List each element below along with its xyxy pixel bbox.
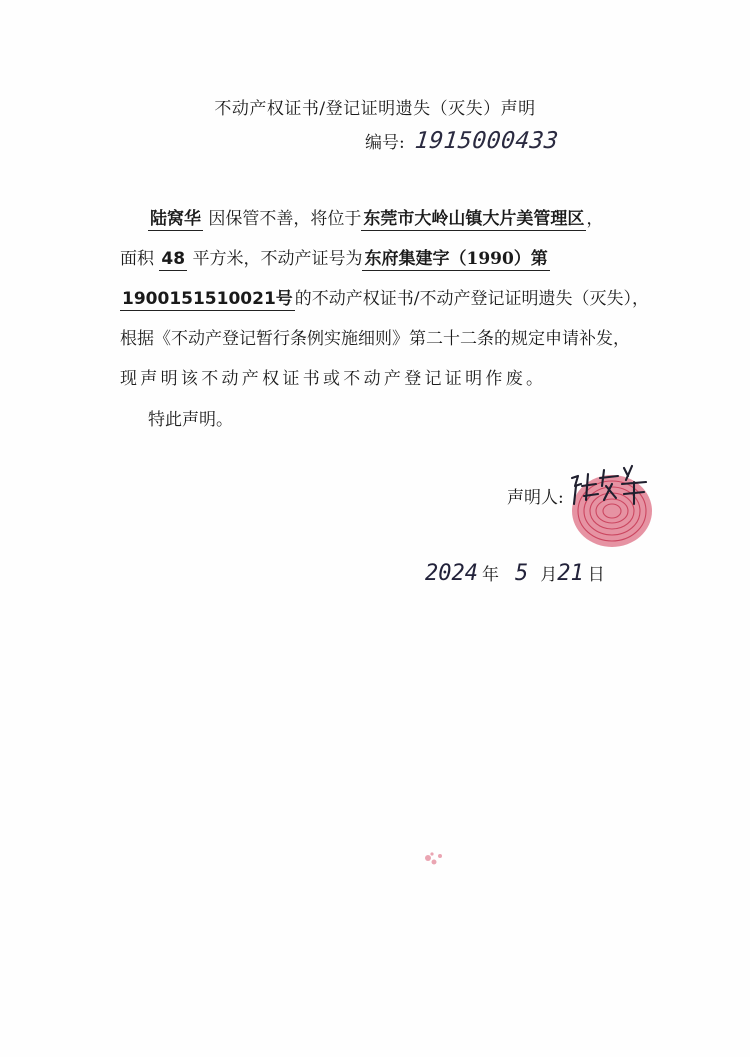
area-prefix: 面积 xyxy=(120,249,154,269)
fingerprint-signature-icon xyxy=(562,456,670,556)
serial-value: 1915000433 xyxy=(413,128,560,154)
body-line-3-text: 的不动产权证书/不动产登记证明遗失（灭失）， xyxy=(294,289,650,309)
certificate-prefix: 东府集建字（1990）第 xyxy=(364,249,548,269)
body-line-5: 现声明该不动产权证书或不动产登记证明作废。 xyxy=(120,369,547,389)
area-value: 48 xyxy=(161,249,186,269)
declaration-date xyxy=(425,560,605,586)
property-location: 东莞市大岭山镇大片美管理区 xyxy=(363,209,585,229)
date-month: 5 xyxy=(514,561,529,586)
document-title: 不动产权证书/登记证明遗失（灭失）声明 xyxy=(214,99,536,119)
certificate-number: 1900151510021号 xyxy=(122,289,293,309)
red-ink-smudge-icon xyxy=(420,848,450,872)
body-line-6: 特此声明。 xyxy=(148,410,233,430)
body-line-2 xyxy=(120,248,640,271)
serial-number-row xyxy=(365,128,558,160)
body-line-1-end: ， xyxy=(586,209,604,229)
date-year: 2024 xyxy=(425,561,478,586)
declarant-label: 声明人: xyxy=(507,488,564,508)
date-year-suffix: 年 xyxy=(481,565,499,585)
date-day: 21 xyxy=(557,561,584,586)
declarant-name: 陆窝华 xyxy=(150,209,201,229)
body-line-1-text: 因保管不善，将位于 xyxy=(208,209,362,229)
body-line-4: 根据《不动产登记暂行条例实施细则》第二十二条的规定申请补发， xyxy=(120,329,630,349)
area-suffix: 平方米，不动产证号为 xyxy=(192,249,363,269)
date-month-suffix: 月 xyxy=(540,565,558,585)
date-day-suffix: 日 xyxy=(587,565,605,585)
body-line-1 xyxy=(148,208,668,231)
serial-label: 编号: xyxy=(365,133,405,153)
body-line-3 xyxy=(120,288,650,311)
